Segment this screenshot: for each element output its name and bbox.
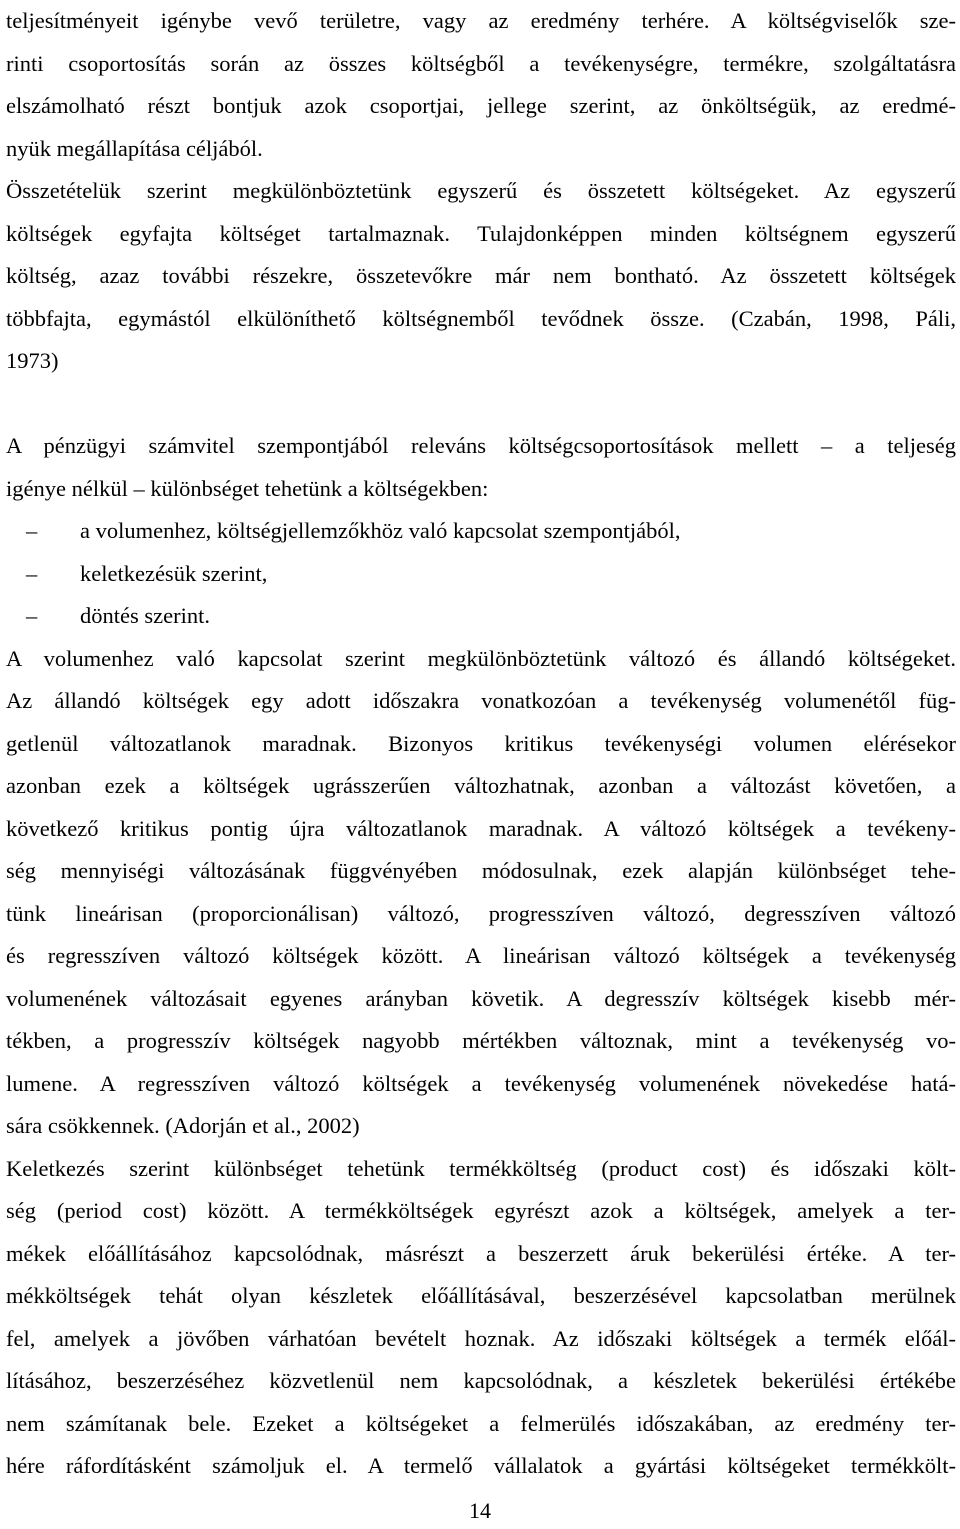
text-line: tékben, a progresszív költségek nagyobb mértékben változnak, mint a tevékenység vo- <box>6 1028 956 1053</box>
document-page <box>6 0 956 1488</box>
text-line: azonban ezek a költségek ugrásszerűen változhatnak, azonban a változást követően, a <box>6 773 956 798</box>
paragraph-spacer <box>6 383 956 426</box>
text-line: Összetételük szerint megkülönböztetünk egyszerű és összetett költségeket. Az egyszerű <box>6 178 956 203</box>
text-line: többfajta, egymástól elkülöníthető költségnemből tevődnek össze. (Czabán, 1998, Páli, <box>6 305 956 331</box>
list-item <box>6 595 956 638</box>
text-line: lumene. A regresszíven változó költségek a tevékenység volumenének növekedése hatá- <box>6 1070 956 1096</box>
text-line: teljesítményeit igénybe vevő területre, vagy az eredmény terhére. A költségviselők sze- <box>6 8 956 33</box>
text-line: fel, amelyek a jövőben várhatóan bevételt hoznak. Az időszaki költségek a termék előál- <box>6 1325 956 1351</box>
text-line: elszámolható részt bontjuk azok csoportjai, jellege szerint, az önköltségük, az eredmé- <box>6 93 956 118</box>
paragraph-financial-accounting <box>6 425 956 510</box>
bullet-list <box>6 510 956 638</box>
paragraph-volume-relation <box>6 638 956 1148</box>
text-line: lításához, beszerzéséhez közvetlenül nem kapcsolódnak, a készletek bekerülési értékébe <box>6 1368 956 1393</box>
text-line: mékek előállításához kapcsolódnak, másrészt a beszerzett áruk bekerülési értéke. A ter- <box>6 1240 956 1266</box>
text-line: Keletkezés szerint különbséget tehetünk termékköltség (product cost) és időszaki költ- <box>6 1155 956 1181</box>
text-line: nyük megállapítása céljából. <box>6 135 263 161</box>
text-line: költségek egyfajta költséget tartalmaznak. Tulajdonképpen minden költségnem egyszerű <box>6 220 956 246</box>
text-line: volumenének változásait egyenes arányban követik. A degresszív költségek kisebb mér- <box>6 985 956 1011</box>
text-line: költség, azaz további részekre, összetevőkre már nem bontható. Az összetett költségek <box>6 263 956 288</box>
text-line: és regresszíven változó költségek között. A lineárisan változó költségek a tevékenység <box>6 943 956 968</box>
text-line: igénye nélkül – különbséget tehetünk a költségekben: <box>6 475 489 501</box>
list-item <box>6 510 956 553</box>
dash-bullet-icon: – <box>26 603 38 628</box>
list-item <box>6 553 956 596</box>
text-line: tünk lineárisan (proporcionálisan) változó, progresszíven változó, degresszíven változó <box>6 900 956 926</box>
page-number: 14 <box>469 1498 491 1523</box>
paragraph-cost-bearers <box>6 0 956 170</box>
text-line: következő kritikus pontig újra változatlanok maradnak. A változó költségek a tevékeny- <box>6 815 956 841</box>
text-line: mékköltségek tehát olyan készletek előállításával, beszerzésével kapcsolatban merülnek <box>6 1283 956 1308</box>
text-line: A volumenhez való kapcsolat szerint megkülönböztetünk változó és állandó költségeket. <box>6 645 956 671</box>
text-line: ség (period cost) között. A termékköltségek egyrészt azok a költségek, amelyek a ter- <box>6 1198 956 1223</box>
text-line: ség mennyiségi változásának függvényében módosulnak, ezek alapján különbséget tehe- <box>6 858 956 883</box>
list-item-text: döntés szerint. <box>80 603 210 628</box>
text-line: getlenül változatlanok maradnak. Bizonyos kritikus tevékenységi volumen elérésekor <box>6 730 956 756</box>
text-line: Az állandó költségek egy adott időszakra vonatkozóan a tevékenység volumenétől füg- <box>6 688 956 713</box>
text-line: hére ráfordításként számoljuk el. A termelő vállalatok a gyártási költségeket termékkölt- <box>6 1453 956 1478</box>
dash-bullet-icon: – <box>26 518 38 543</box>
list-item-text: a volumenhez, költségjellemzőkhöz való kapcsolat szempontjából, <box>80 518 681 543</box>
text-line: nem számítanak bele. Ezeket a költségeket a felmerülés időszakában, az eredmény ter- <box>6 1410 956 1436</box>
paragraph-composition <box>6 170 956 383</box>
text-line: A pénzügyi számvitel szempontjából releváns költségcsoportosítások mellett – a teljeség <box>6 433 956 458</box>
dash-bullet-icon: – <box>26 560 38 586</box>
paragraph-origin <box>6 1148 956 1488</box>
text-line: 1973) <box>6 348 59 373</box>
text-line: rinti csoportosítás során az összes költségből a tevékenységre, termékre, szolgáltatásra <box>6 50 956 76</box>
list-item-text: keletkezésük szerint, <box>80 560 268 586</box>
text-line: sára csökkennek. (Adorján et al., 2002) <box>6 1113 360 1138</box>
